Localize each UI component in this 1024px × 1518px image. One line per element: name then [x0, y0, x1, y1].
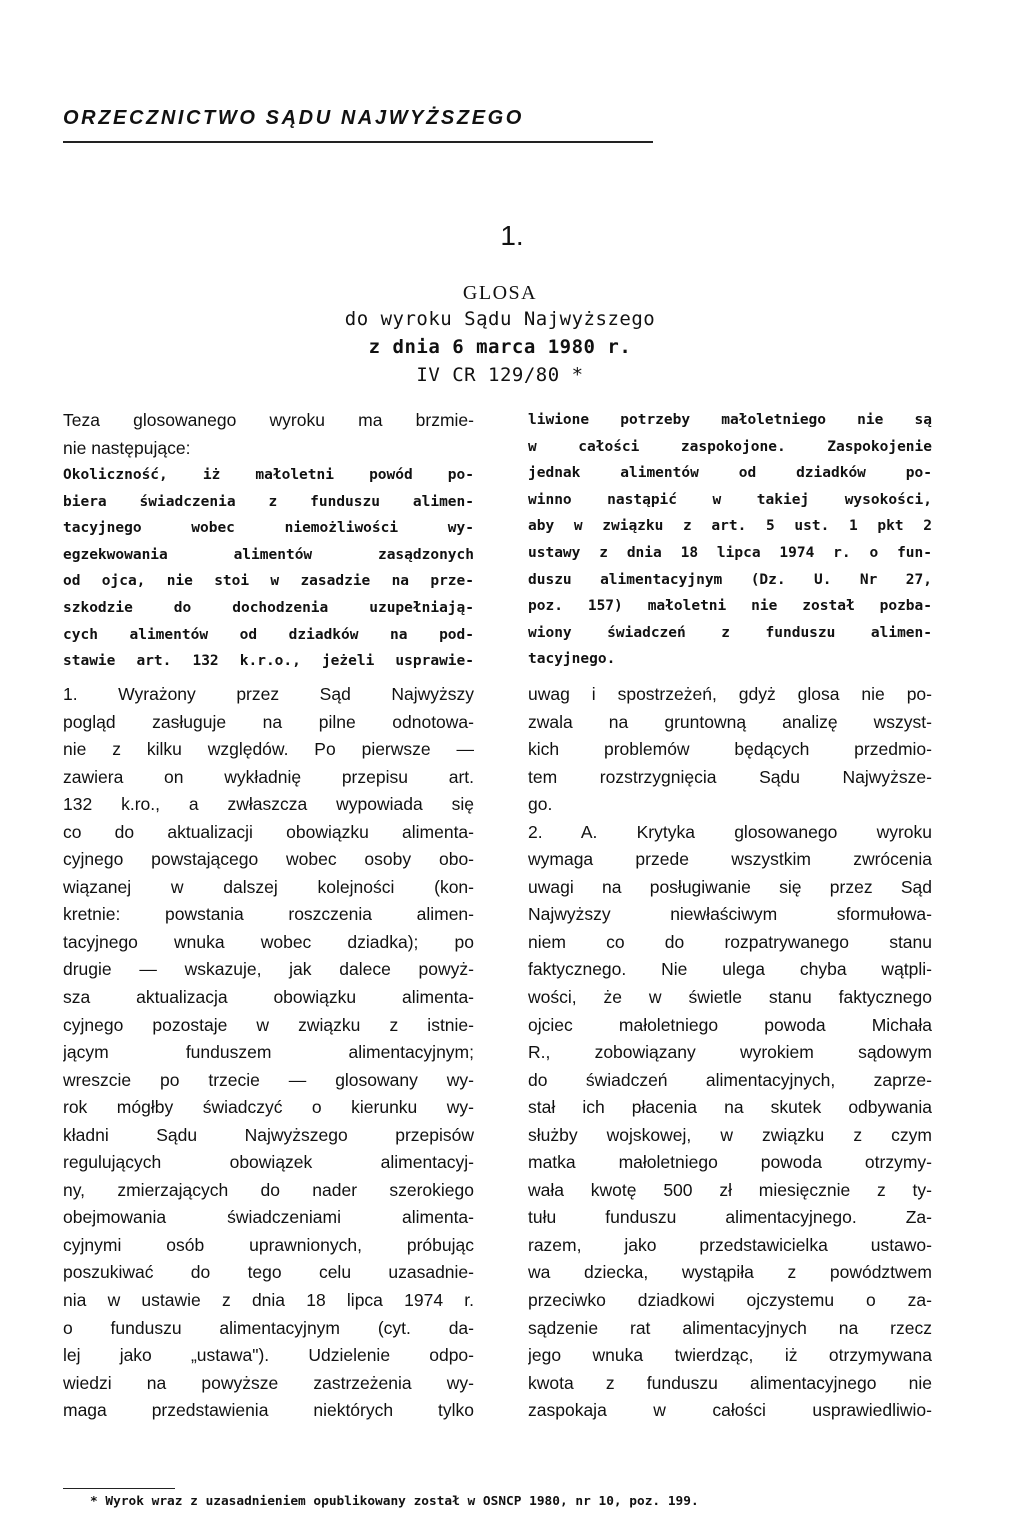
text-line: tem rozstrzygnięcia Sądu Najwyższe- [528, 766, 932, 787]
text-line: do świadczeń alimentacyjnych, zaprze- [528, 1069, 932, 1090]
text-line: cyjnego powstającego wobec osoby obo- [63, 849, 474, 870]
text-line: wiony świadczeń z funduszu alimen- [528, 624, 932, 641]
article-title: GLOSA [462, 282, 538, 304]
text-line: szkodzie do dochodzenia uzupełniają- [63, 600, 474, 617]
text-line: Najwyższy niewłaściwym sformułowa- [528, 904, 932, 925]
text-line: jednak alimentów od dziadków po- [528, 465, 932, 482]
text-line: tacyjnego. [528, 651, 616, 668]
text-line: ny, zmierzających do nader szerokiego [63, 1179, 474, 1200]
text-line: kwota z funduszu alimentacyjnego nie [528, 1372, 932, 1393]
text-line: wymaga przede wszystkim zwrócenia [528, 849, 932, 870]
text-line: razem, jako przedstawicielka ustawo- [528, 1234, 932, 1255]
thesis-text [63, 462, 474, 675]
text-line: wa dziecka, wystąpiła z powództwem [528, 1262, 932, 1283]
article-date: z dnia 6 marca 1980 r. [368, 336, 632, 358]
text-line: co do aktualizacji obowiązku alimenta- [63, 821, 474, 842]
text-line: zawiera on wykładnię przepisu art. [63, 766, 474, 787]
body-column-right [528, 681, 932, 1425]
text-line: kładni Sądu Najwyższego przepisów [63, 1124, 474, 1145]
text-line: 1. Wyrażony przez Sąd Najwyższy [63, 684, 474, 704]
text-line: biera świadczenia z funduszu alimen- [63, 493, 474, 510]
text-line: rok mógłby świadczyć o kierunku wy- [63, 1097, 474, 1118]
text-line: o funduszu alimentacyjnym (cyt. da- [63, 1317, 474, 1338]
text-line: sza aktualizacja obowiązku alimenta- [63, 987, 474, 1008]
text-line: cyjnymi osób uprawnionych, próbując [63, 1234, 474, 1255]
text-line: stawie art. 132 k.r.o., jeżeli usprawie- [63, 653, 474, 670]
text-line: zwala na gruntowną analizę wszyst- [528, 711, 932, 732]
text-line: cyjnego pozostaje w związku z istnie- [63, 1014, 474, 1035]
text-line: 2. A. Krytyka glosowanego wyroku [528, 821, 932, 842]
thesis-column-right [528, 407, 932, 673]
text-line: regulujących obowiązek alimentacyj- [63, 1152, 474, 1173]
text-line: wiązanej w dalszej kolejności (kon- [63, 876, 474, 897]
text-line: nie następujące: [63, 437, 191, 458]
text-line: jego wnuka twierdząc, iż otrzymywana [528, 1345, 932, 1366]
text-line: matka małoletniego powoda otrzymy- [528, 1152, 932, 1173]
text-line: duszu alimentacyjnym (Dz. U. Nr 27, [528, 571, 932, 588]
footnote-rule [63, 1488, 175, 1489]
article-subtitle: do wyroku Sądu Najwyższego [344, 308, 656, 330]
text-line: kich problemów będących przedmio- [528, 739, 932, 760]
thesis-column-left [63, 407, 474, 675]
text-line: wiedzi na powyższe zastrzeżenia wy- [63, 1372, 474, 1393]
text-line: winno nastąpić w takiej wysokości, [528, 491, 932, 508]
text-line: Okoliczność, iż małoletni powód po- [63, 467, 474, 484]
text-line: pogląd zasługuje na pilne odnotowa- [63, 711, 474, 732]
text-line: nia w ustawie z dnia 18 lipca 1974 r. [63, 1290, 474, 1311]
text-line: Teza glosowanego wyroku ma brzmie- [63, 410, 474, 430]
text-line: od ojca, nie stoi w zasadzie na prze- [63, 573, 474, 590]
text-line: w całości zaspokojone. Zaspokojenie [528, 438, 932, 455]
text-line: tacyjnego wobec niemożliwości wy- [63, 520, 474, 537]
article-signature: IV CR 129/80 * [416, 364, 584, 386]
article-number: 1. [500, 220, 524, 251]
text-line: wała kwotę 500 zł miesięcznie z ty- [528, 1179, 932, 1200]
body-column-left [63, 681, 474, 1425]
text-line: maga przedstawienia niektórych tylko [63, 1400, 474, 1421]
text-line: wości, że w świetle stanu faktycznego [528, 987, 932, 1008]
text-line: 132 k.ro., a zwłaszcza wypowiada się [63, 794, 474, 815]
text-line: wreszcie po trzecie — glosowany wy- [63, 1069, 474, 1090]
text-line: uwag i spostrzeżeń, gdyż glosa nie po- [528, 684, 932, 704]
running-head-rule [63, 141, 653, 143]
text-line: zaspokaja w całości usprawiedliwio- [528, 1400, 932, 1421]
text-line: tacyjnego wnuka wobec dziadka); po [63, 931, 474, 952]
text-line: obejmowania świadczeniami alimenta- [63, 1207, 474, 1228]
thesis-intro [63, 407, 474, 462]
footnote: * Wyrok wraz z uzasadnieniem opublikowany został w OSNCP 1980, nr 10, poz. 199. [90, 1494, 699, 1509]
text-line: służby wojskowej, w związku z czym [528, 1124, 932, 1145]
text-line: egzekwowania alimentów zasądzonych [63, 546, 474, 563]
text-line: poszukiwać do tego celu uzasadnie- [63, 1262, 474, 1283]
text-line: tułu funduszu alimentacyjnego. Za- [528, 1207, 932, 1228]
text-line: poz. 157) małoletni nie został pozba- [528, 598, 932, 615]
text-line: aby w związku z art. 5 ust. 1 pkt 2 [528, 518, 932, 535]
text-line: uwagi na posługiwanie się przez Sąd [528, 876, 932, 897]
text-line: cych alimentów od dziadków na pod- [63, 626, 474, 643]
text-line: kretnie: powstania roszczenia alimen- [63, 904, 474, 925]
text-line: R., zobowiązany wyrokiem sądowym [528, 1042, 932, 1063]
text-line: niem co do rozpatrywanego stanu [528, 931, 932, 952]
text-line: go. [528, 794, 553, 815]
text-line: drugie — wskazuje, jak dalece powyż- [63, 959, 474, 980]
text-line: lej jako „ustawa"). Udzielenie odpo- [63, 1345, 474, 1366]
text-line: ojciec małoletniego powoda Michała [528, 1014, 932, 1035]
text-line: faktycznego. Nie ulega chyba wątpli- [528, 959, 932, 980]
text-line: stał ich płacenia na skutek odbywania [528, 1097, 932, 1118]
text-line: nie z kilku względów. Po pierwsze — [63, 739, 474, 760]
text-line: ustawy z dnia 18 lipca 1974 r. o fun- [528, 544, 932, 561]
text-line: liwione potrzeby małoletniego nie są [528, 412, 932, 428]
text-line: jącym funduszem alimentacyjnym; [63, 1042, 474, 1063]
text-line: sądzenie rat alimentacyjnych na rzecz [528, 1317, 932, 1338]
running-head: ORZECZNICTWO SĄDU NAJWYŻSZEGO [63, 107, 524, 129]
text-line: przeciwko dziadkowi ojczystemu o za- [528, 1290, 932, 1311]
